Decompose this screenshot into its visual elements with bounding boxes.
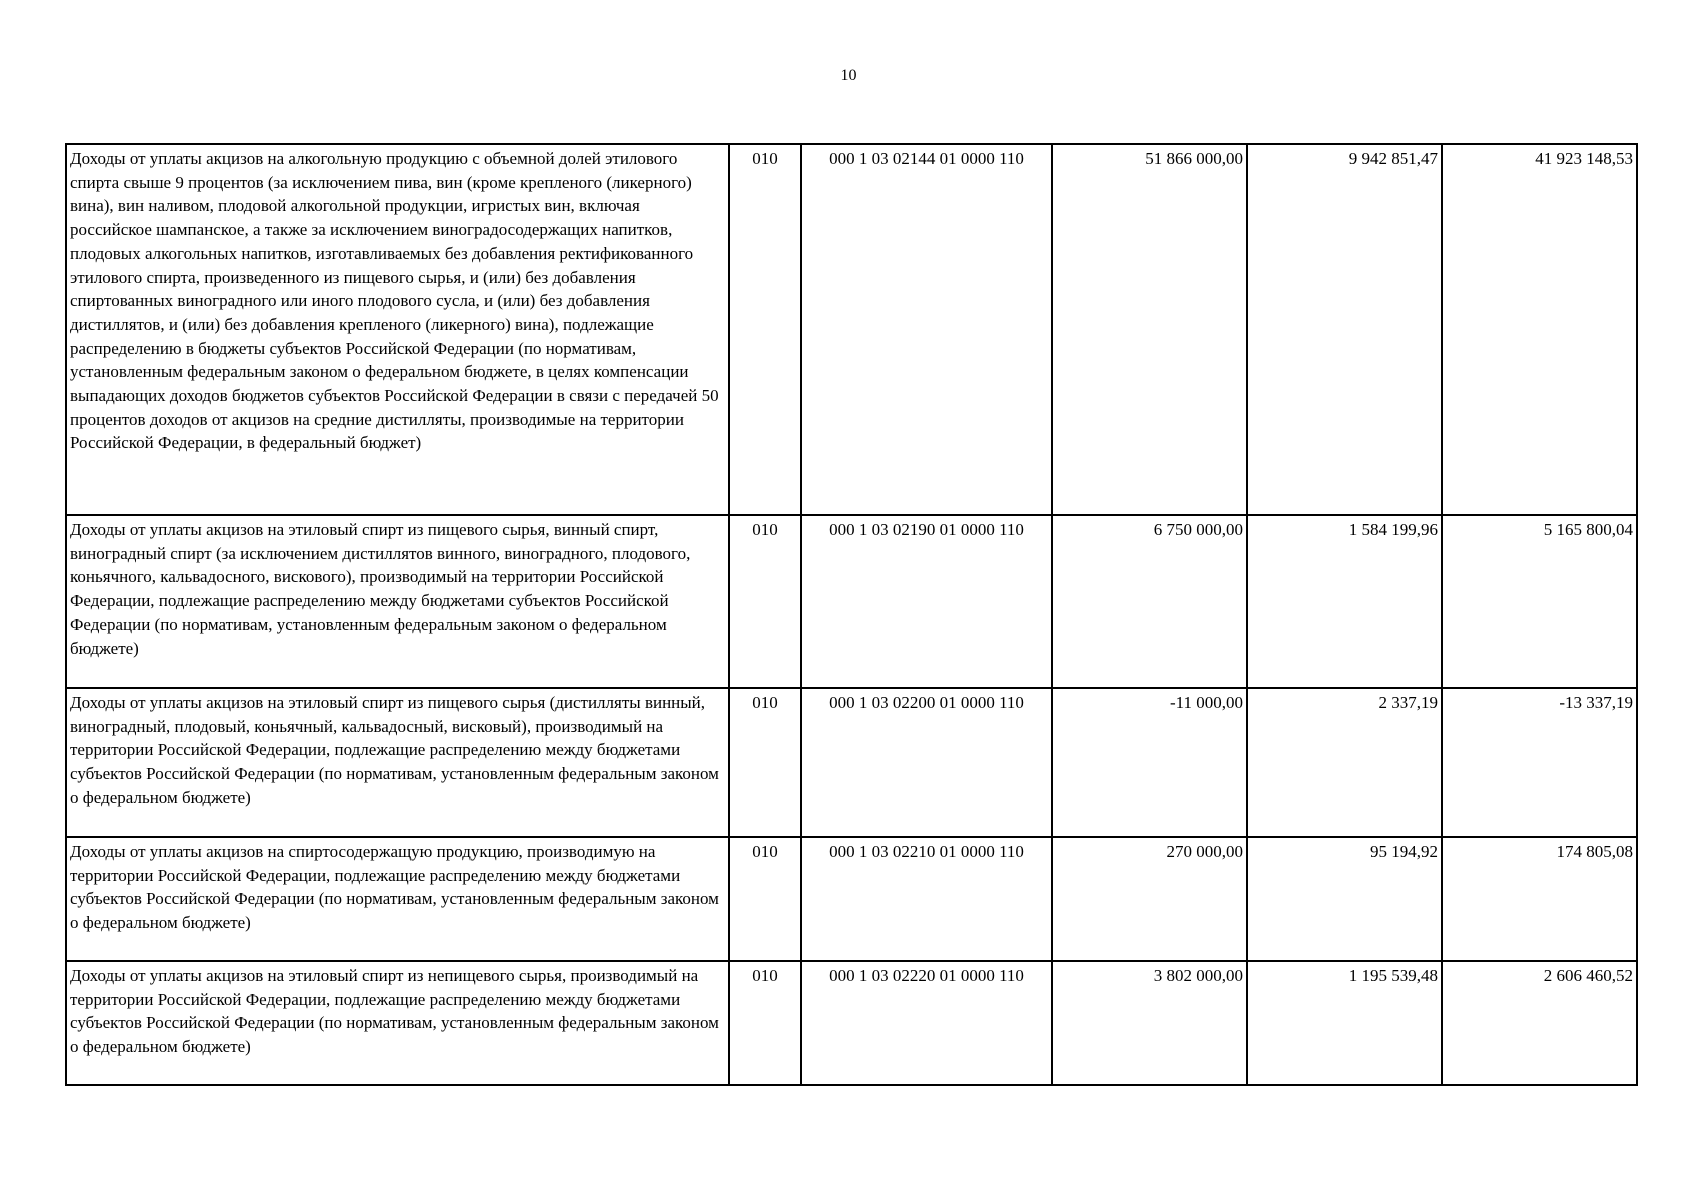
executed-amount-cell: 9 942 851,47 xyxy=(1247,144,1442,515)
remaining-amount-cell: 41 923 148,53 xyxy=(1442,144,1637,515)
remaining-amount-cell: 5 165 800,04 xyxy=(1442,515,1637,688)
page-number: 10 xyxy=(840,67,857,84)
table-row xyxy=(66,961,1637,1085)
kbk-code-cell: 000 1 03 02220 01 0000 110 xyxy=(801,961,1052,1085)
table-row xyxy=(66,144,1637,515)
kbk-code-cell: 000 1 03 02144 01 0000 110 xyxy=(801,144,1052,515)
admin-code-cell: 010 xyxy=(729,688,801,837)
admin-code-cell: 010 xyxy=(729,144,801,515)
executed-amount-cell: 1 584 199,96 xyxy=(1247,515,1442,688)
admin-code-cell: 010 xyxy=(729,961,801,1085)
remaining-amount-cell: 174 805,08 xyxy=(1442,837,1637,961)
admin-code-cell: 010 xyxy=(729,837,801,961)
kbk-code-cell: 000 1 03 02210 01 0000 110 xyxy=(801,837,1052,961)
revenue-name-cell: Доходы от уплаты акцизов на этиловый спирт из пищевого сырья (дистилляты винный, виноградный, плодовый, коньячный, кальвадосный, висковый), производимый на территории Российской Федерации, подлежащие распределению между бюджетами субъектов Российской Федерации (по нормативам, установленным федеральным законом о федеральном бюджете) xyxy=(66,688,729,837)
revenue-name-cell: Доходы от уплаты акцизов на этиловый спирт из пищевого сырья, винный спирт, виноградный спирт (за исключением дистиллятов винного, виноградного, плодового, коньячного, кальвадосного, вискового), производимый на территории Российской Федерации, подлежащие распределению между бюджетами субъектов Российской Федерации (по нормативам, установленным федеральным законом о федеральном бюджете) xyxy=(66,515,729,688)
executed-amount-cell: 95 194,92 xyxy=(1247,837,1442,961)
admin-code-cell: 010 xyxy=(729,515,801,688)
remaining-amount-cell: 2 606 460,52 xyxy=(1442,961,1637,1085)
approved-amount-cell: 6 750 000,00 xyxy=(1052,515,1247,688)
approved-amount-cell: 270 000,00 xyxy=(1052,837,1247,961)
approved-amount-cell: 51 866 000,00 xyxy=(1052,144,1247,515)
revenue-name-cell: Доходы от уплаты акцизов на этиловый спирт из непищевого сырья, производимый на территории Российской Федерации, подлежащие распределению между бюджетами субъектов Российской Федерации (по нормативам, установленным федеральным законом о федеральном бюджете) xyxy=(66,961,729,1085)
revenue-table xyxy=(65,143,1638,1086)
revenue-name-cell: Доходы от уплаты акцизов на алкогольную продукцию с объемной долей этилового спирта свыше 9 процентов (за исключением пива, вин (кроме крепленого (ликерного) вина), вин наливом, плодовой алкогольной продукции, игристых вин, включая российское шампанское, а также за исключением виноградосодержащих напитков, плодовых алкогольных напитков, изготавливаемых без добавления ректификованного этилового спирта, произведенного из пищевого сырья, и (или) без добавления спиртованных виноградного или иного плодового сусла, и (или) без добавления дистиллятов, и (или) без добавления крепленого (ликерного) вина), подлежащие распределению в бюджеты субъектов Российской Федерации (по нормативам, установленным федеральным законом о федеральном бюджете, в целях компенсации выпадающих доходов бюджетов субъектов Российской Федерации в связи с передачей 50 процентов доходов от акцизов на средние дистилляты, производимые на территории Российской Федерации, в федеральный бюджет) xyxy=(66,144,729,515)
table-row xyxy=(66,837,1637,961)
table-row xyxy=(66,688,1637,837)
approved-amount-cell: 3 802 000,00 xyxy=(1052,961,1247,1085)
remaining-amount-cell: -13 337,19 xyxy=(1442,688,1637,837)
executed-amount-cell: 2 337,19 xyxy=(1247,688,1442,837)
table-row xyxy=(66,515,1637,688)
revenue-name-cell: Доходы от уплаты акцизов на спиртосодержащую продукцию, производимую на территории Российской Федерации, подлежащие распределению между бюджетами субъектов Российской Федерации (по нормативам, установленным федеральным законом о федеральном бюджете) xyxy=(66,837,729,961)
kbk-code-cell: 000 1 03 02190 01 0000 110 xyxy=(801,515,1052,688)
kbk-code-cell: 000 1 03 02200 01 0000 110 xyxy=(801,688,1052,837)
executed-amount-cell: 1 195 539,48 xyxy=(1247,961,1442,1085)
approved-amount-cell: -11 000,00 xyxy=(1052,688,1247,837)
